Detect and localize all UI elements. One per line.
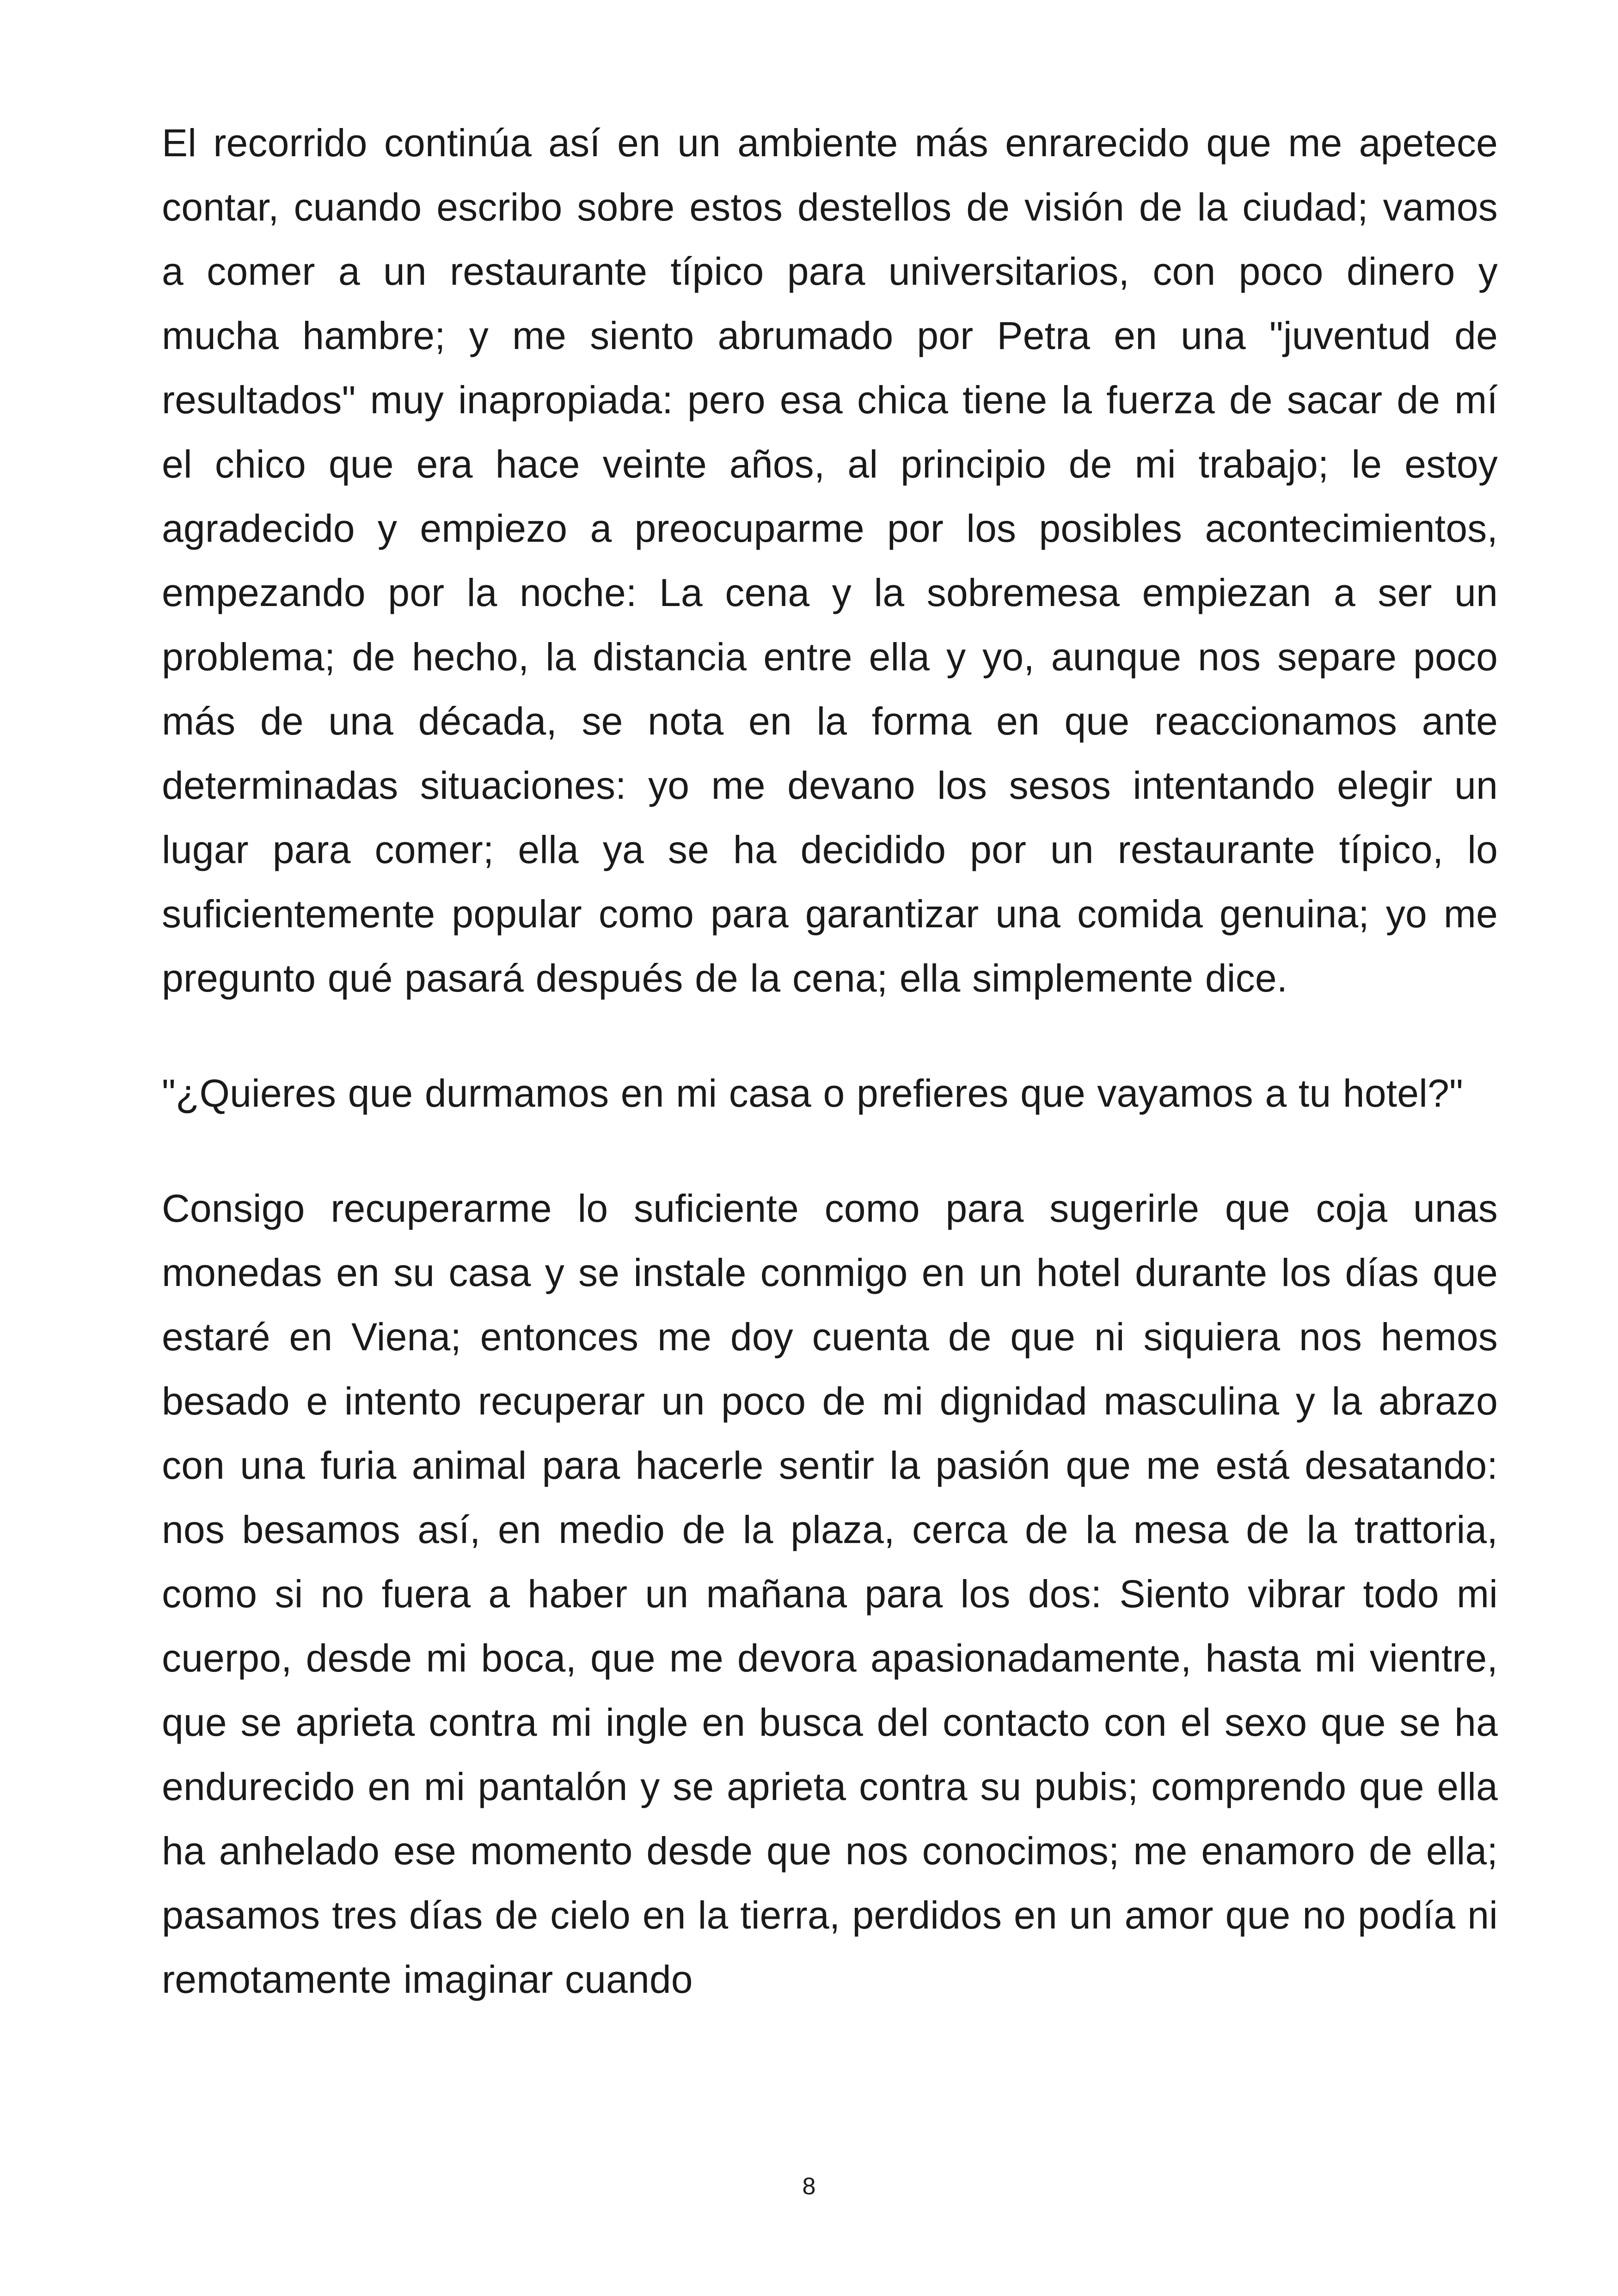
page-number: 8	[802, 2173, 816, 2200]
document-page	[162, 111, 1498, 2063]
paragraph-3: Consigo recuperarme lo suficiente como para sugerirle que coja unas monedas en su casa y se instale conmigo en un hotel durante los días que estaré en Viena; entonces me doy cuenta de que ni siquiera nos hemos besado e intento recuperar un poco de mi dignidad masculina y la abrazo con una furia animal para hacerle sentir la pasión que me está desatando: nos besamos así, en medio de la plaza, cerca de la mesa de la trattoria, como si no fuera a haber un mañana para los dos: Siento vibrar todo mi cuerpo, desde mi boca, que me devora apasionadamente, hasta mi vientre, que se aprieta contra mi ingle en busca del contacto con el sexo que se ha endurecido en mi pantalón y se aprieta contra su pubis; comprendo que ella ha anhelado ese momento desde que nos conocimos; me enamoro de ella; pasamos tres días de cielo en la tierra, perdidos en un amor que no podía ni remotamente imaginar cuando	[162, 1187, 1498, 2001]
paragraph-1: El recorrido continúa así en un ambiente más enrarecido que me apetece contar, cuando escribo sobre estos destellos de visión de la ciudad; vamos a comer a un restaurante típico para universitarios, con poco dinero y mucha hambre; y me siento abrumado por Petra en una "juventud de resultados" muy inapropiada: pero esa chica tiene la fuerza de sacar de mí el chico que era hace veinte años, al principio de mi trabajo; le estoy agradecido y empiezo a preocuparme por los posibles acontecimientos, empezando por la noche: La cena y la sobremesa empiezan a ser un problema; de hecho, la distancia entre ella y yo, aunque nos separe poco más de una década, se nota en la forma en que reaccionamos ante determinadas situaciones: yo me devano los sesos intentando elegir un lugar para comer; ella ya se ha decidido por un restaurante típico, lo suficientemente popular como para garantizar una comida genuina; yo me pregunto qué pasará después de la cena; ella simplemente dice.	[162, 121, 1498, 1000]
paragraph-2-dialogue: "¿Quieres que durmamos en mi casa o prefieres que vayamos a tu hotel?"	[162, 1071, 1464, 1115]
